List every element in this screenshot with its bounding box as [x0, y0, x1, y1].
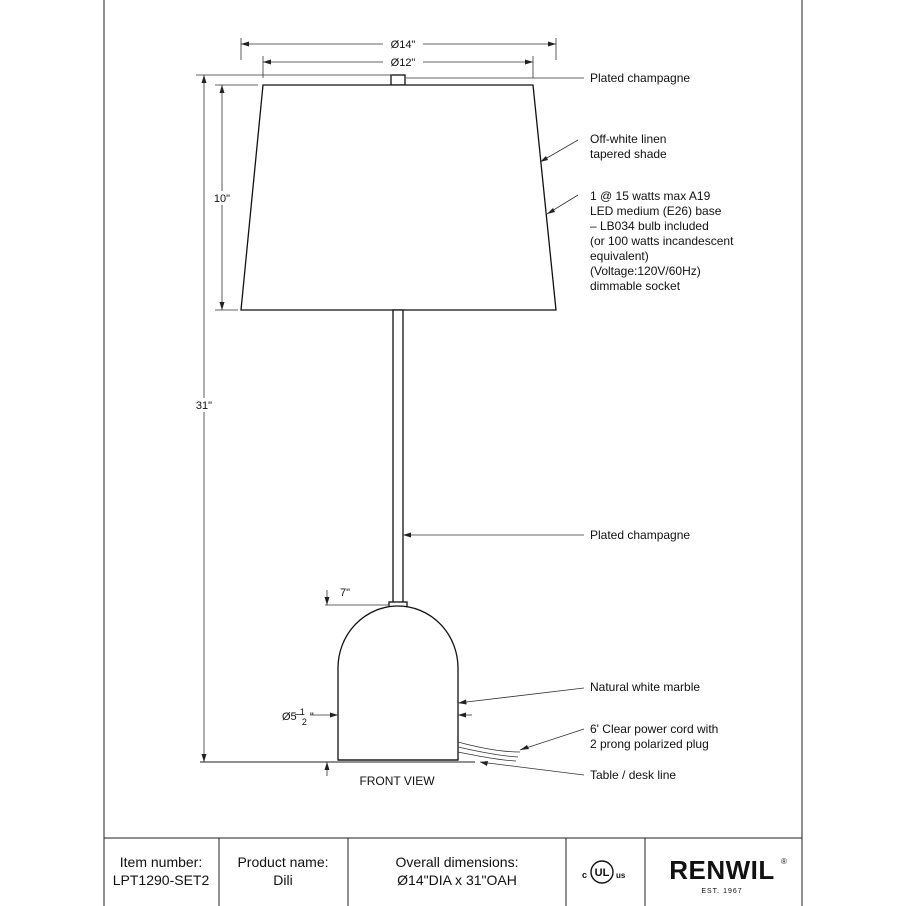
overall-dimensions-label: Overall dimensions: — [395, 854, 519, 870]
view-label: FRONT VIEW — [359, 774, 435, 788]
power-cord-1 — [458, 742, 520, 752]
product-name-label: Product name: — [237, 854, 329, 870]
item-number-label: Item number: — [119, 854, 203, 870]
svg-text:RENWIL: RENWIL — [669, 855, 775, 885]
dim-shade-top: Ø12" — [390, 57, 416, 69]
callout-table: Table / desk line — [590, 768, 677, 782]
svg-text:UL: UL — [594, 867, 610, 879]
item-number-value: LPT1290-SET2 — [112, 872, 210, 888]
renwil-logo — [669, 855, 787, 895]
dim-shade-bottom: Ø14" — [390, 39, 416, 51]
svg-text:EST. 1967: EST. 1967 — [701, 888, 743, 895]
product-name-value: Dili — [273, 872, 293, 888]
finial — [391, 75, 405, 85]
callout-base: Natural white marble — [590, 680, 701, 694]
callout-stem: Plated champagne — [590, 528, 691, 542]
callout-bulb: 1 @ 15 watts max A19 LED medium (E26) base – LB034 bulb included (or 100 watts incandescent equivalent) (Voltage:120V/60Hz) dimmable socket — [590, 189, 734, 293]
title-block — [104, 838, 802, 906]
callout-cord: 6' Clear power cord with 2 prong polarized plug — [590, 722, 719, 751]
lamp-drawing — [200, 75, 556, 762]
svg-text:c: c — [581, 870, 587, 880]
dim-overall-height: 31" — [195, 400, 213, 412]
svg-text:®: ® — [781, 857, 787, 866]
dim-base-dia: Ø5 $^1$ 2 " — [282, 707, 314, 727]
lamp-shade — [241, 85, 556, 310]
dim-shade-height: 10" — [213, 193, 231, 205]
svg-text:us: us — [616, 871, 626, 880]
callout-finial: Plated champagne — [590, 71, 691, 85]
marble-base — [338, 606, 458, 760]
callout-shade: Off-white linen tapered shade — [590, 132, 667, 161]
overall-dimensions-value: Ø14"DIA x 31"OAH — [397, 872, 517, 888]
lamp-stem — [393, 310, 403, 603]
dim-base-height: 7" — [340, 587, 351, 599]
ul-certification-icon — [582, 861, 626, 883]
